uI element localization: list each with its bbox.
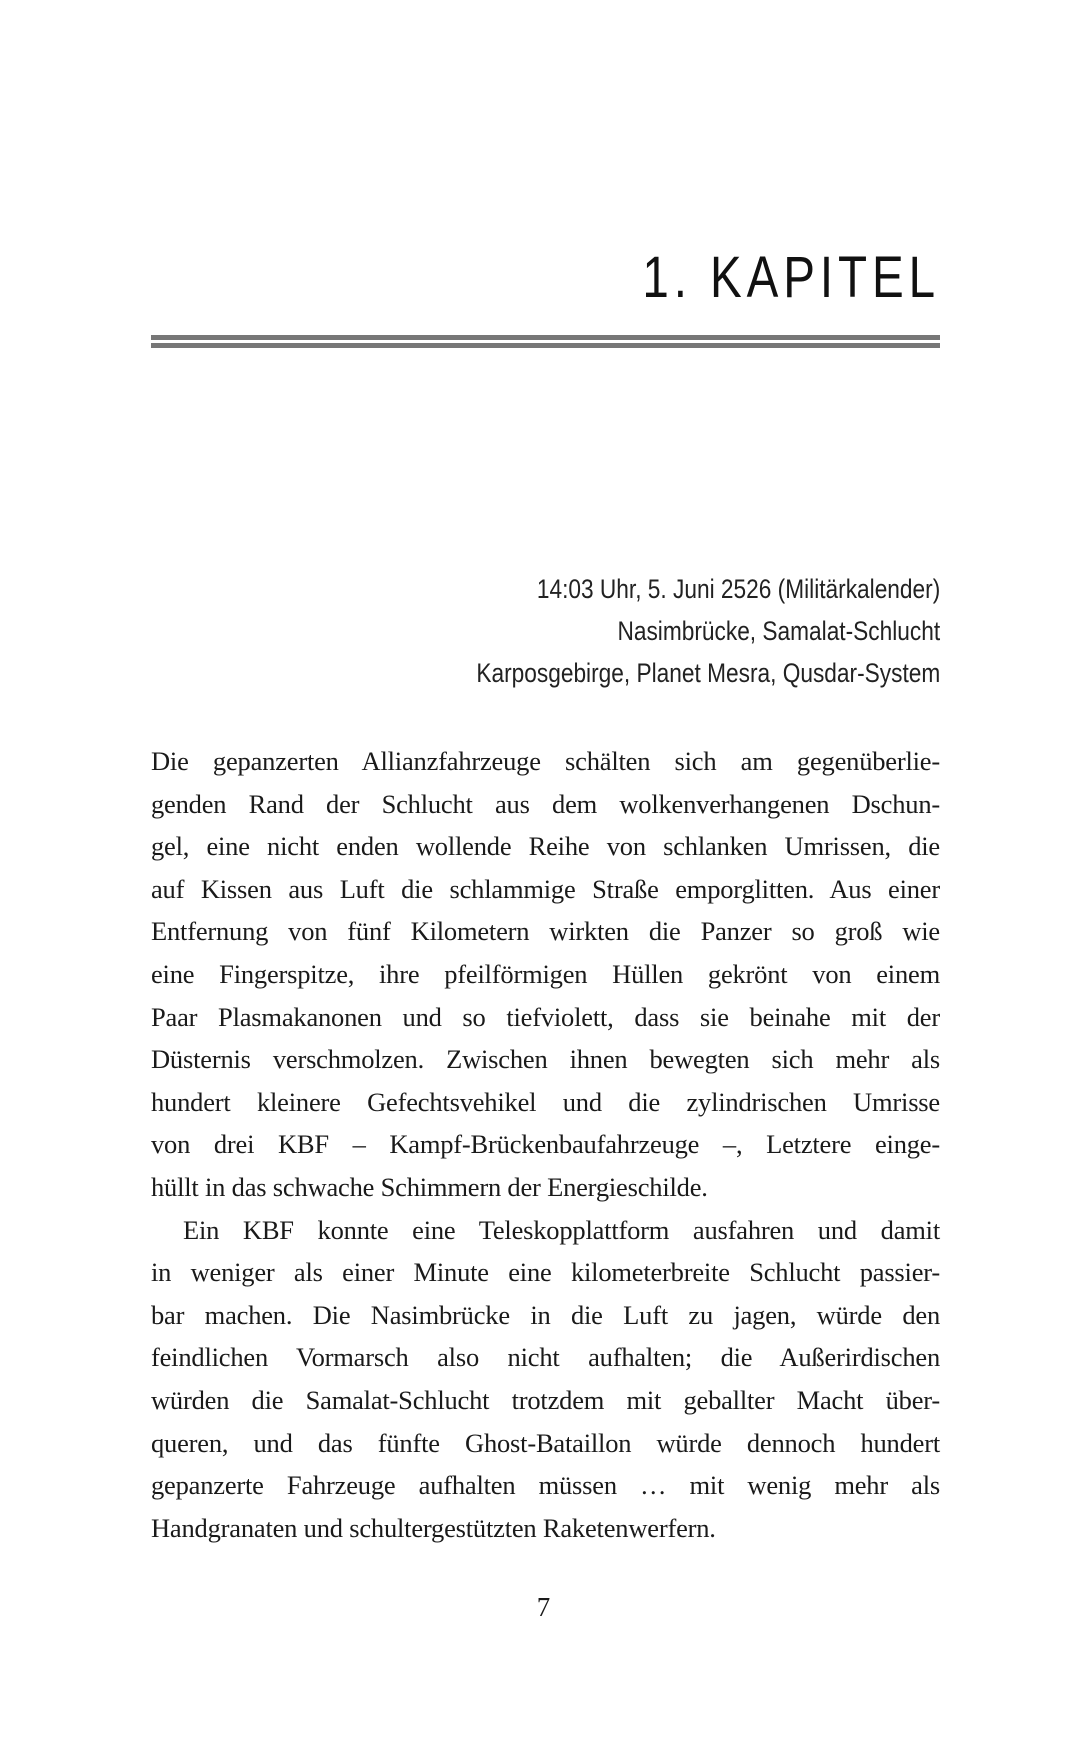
title-rule-top xyxy=(151,335,940,340)
text-line: genden Rand der Schlucht aus dem wolkenverhangenen Dschun- xyxy=(151,788,940,819)
page-number: 7 xyxy=(536,1592,551,1622)
text-line: Entfernung von fünf Kilometern wirkten die Panzer so groß wie xyxy=(151,916,940,947)
chapter-title: 1. KAPITEL xyxy=(642,245,940,310)
text-line: hüllt in das schwache Schimmern der Energieschilde. xyxy=(151,1171,708,1202)
text-line: gepanzerte Fahrzeuge aufhalten müssen … mit wenig mehr als xyxy=(151,1470,940,1501)
dateline-region: Karposgebirge, Planet Mesra, Qusdar-System xyxy=(476,658,940,688)
text-line: bar machen. Die Nasimbrücke in die Luft zu jagen, würde den xyxy=(151,1299,940,1330)
dateline-time: 14:03 Uhr, 5. Juni 2526 (Militärkalender) xyxy=(536,574,940,604)
text-line: Paar Plasmakanonen und so tiefviolett, dass sie beinahe mit der xyxy=(151,1001,940,1032)
text-line: von drei KBF – Kampf-Brückenbaufahrzeuge –, Letztere einge- xyxy=(151,1129,940,1160)
body-text xyxy=(151,740,940,1549)
text-line: feindlichen Vormarsch also nicht aufhalten; die Außerirdischen xyxy=(151,1342,940,1373)
title-rule-bottom xyxy=(151,343,940,348)
text-line: auf Kissen aus Luft die schlammige Straße emporglitten. Aus einer xyxy=(151,873,940,904)
text-line: Ein KBF konnte eine Teleskopplattform ausfahren und damit xyxy=(183,1214,940,1245)
text-line: queren, und das fünfte Ghost-Bataillon würde dennoch hundert xyxy=(151,1427,940,1458)
text-line: gel, eine nicht enden wollende Reihe von schlanken Umrissen, die xyxy=(151,831,940,862)
text-line: würden die Samalat-Schlucht trotzdem mit geballter Macht über- xyxy=(151,1384,940,1415)
text-line: hundert kleinere Gefechtsvehikel und die zylindrischen Umrisse xyxy=(151,1086,940,1117)
dateline-place: Nasimbrücke, Samalat-Schlucht xyxy=(617,616,940,646)
text-line: in weniger als einer Minute eine kilometerbreite Schlucht passier- xyxy=(151,1257,940,1288)
text-line: Die gepanzerten Allianzfahrzeuge schälten sich am gegenüberlie- xyxy=(151,746,940,776)
text-line: eine Fingerspitze, ihre pfeilförmigen Hüllen gekrönt von einem xyxy=(151,958,940,989)
text-line: Handgranaten und schultergestützten Raketenwerfern. xyxy=(151,1512,716,1543)
text-line: Düsternis verschmolzen. Zwischen ihnen bewegten sich mehr als xyxy=(151,1044,940,1075)
